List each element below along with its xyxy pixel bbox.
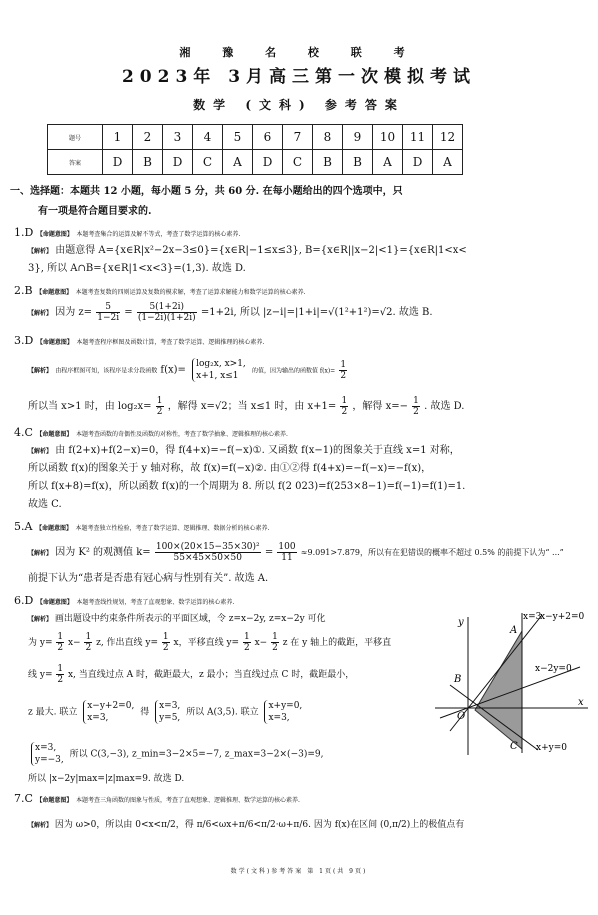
table-cell: B [343, 150, 373, 175]
q1-line2: 3}, 所以 A∩B={x∈R|1<x<3}=(1,3). 故选 D. [28, 263, 246, 274]
fraction: $\frac{1}{2}$ [156, 396, 163, 417]
q6-line4: z 最大. 联立 x−y+2=0, x=3, 得 x=3, y=5, 所以 A(3,5). 联立 x+y=0, x=3, [28, 701, 303, 723]
q1-header [14, 226, 240, 242]
q1-number: 1.D [14, 226, 34, 239]
q4-tag: 【命题意图】 [36, 431, 73, 438]
page-footer: 数学(文科)参考答案 第 1页(共 9页) [230, 868, 368, 875]
exam-title: 2023年 3月高三第一次模拟考试 [121, 67, 477, 87]
q6-header [14, 594, 234, 610]
q7-line1: 【解析】 因为 ω>0，所以由 0<x<π/2，得 π/6<ωx+π/6<π/2·ω+π/6. 因为 f(x)在区间 (0,π/2)上的极值点有 [28, 820, 465, 830]
table-cell: D [103, 150, 133, 175]
fraction: $\frac{1}{2}$ [85, 632, 92, 653]
q5-header [14, 520, 269, 536]
answer-table [47, 124, 463, 175]
table-cell: 6 [253, 125, 283, 150]
table-cell: A [373, 150, 403, 175]
table-cell: 8 [313, 125, 343, 150]
fraction: $\frac{5}{1-2i}$ [97, 302, 120, 323]
label-O: O [457, 711, 466, 722]
fraction: $\frac{100}{11}$ [278, 542, 296, 563]
q4-header [14, 426, 288, 442]
q2-tag: 【命题意图】 [36, 289, 73, 296]
table-cell: C [193, 150, 223, 175]
q1-solution [28, 244, 467, 259]
label-C: C [510, 741, 518, 752]
q6-tag: 【命题意图】 [36, 599, 73, 606]
fraction: $\frac{1}{2}$ [413, 396, 419, 417]
table-cell: B [313, 150, 343, 175]
fraction: $\frac{1}{2}$ [243, 632, 250, 653]
label-line1: x−y+2=0 [540, 612, 585, 622]
q7-intro: 本题考查三角函数的图象与性质，考查了直观想象、逻辑推理、数学运算的核心素养. [75, 797, 300, 804]
q5-solution: 【解析】 因为 K² 的观测值 k= $\frac{\text{100×(20×15−35×30)²}}{55\times 45\times 50\times 50}$ = $\frac{100}{11}$ ≈9.091>7.879，所以有在犯错误的概率不超过 0.5% 的前提下认为“ ...” [28, 542, 564, 563]
q5-intro: 本题考查独立性检验，考查了数学运算、逻辑推理、数据分析的核心素养. [75, 525, 270, 532]
q6-line6: 所以 |x−2y|max=|z|max=9. 故选 D. [28, 774, 185, 784]
q3-mid: 的值，因为输出的函数值 f(x)= [251, 367, 336, 375]
q2-tail: =1+2i, 所以 |z−i|=|1+i|=√(1²+1²)=√2. 故选 B. [200, 307, 433, 318]
table-cell: D [403, 150, 433, 175]
q3-number: 3.D [14, 334, 34, 347]
section-heading: 一、选择题：本题共 12 小题，每小题 5 分，共 60 分. 在每小题给出的四个选项中，只 [10, 186, 403, 197]
q1-tag: 【命题意图】 [36, 231, 73, 238]
label-x-axis: x [578, 697, 584, 708]
table-cell: 2 [133, 125, 163, 150]
label-line3: x+y=0 [536, 743, 567, 753]
q7-number: 7.C [14, 792, 33, 805]
q4-intro: 本题考查函数的奇偶性及函数的对称性，考查了数学抽象、逻辑推理的核心素养. [75, 431, 288, 438]
q6-line2: 为 y= $\frac{1}{2}$ x− $\frac{1}{2}$ z, 作出直线 y= $\frac{1}{2}$ x，平移直线 y= $\frac{1}{2}$ x− $\frac{1}{2}$ z 在 y 轴上的截距，平移直 [28, 632, 392, 653]
table-cell: B [133, 150, 163, 175]
q1-intro: 本题考查集合的运算及解不等式，考查了数学运算的核心素养. [76, 231, 241, 238]
q7-tag: 【命题意图】 [36, 797, 73, 804]
table-cell: 4 [193, 125, 223, 150]
q2-solution: 【解析】 因为 z= $\frac{5}{1-2i}$ = $\frac{5(1+2i)}{(1-2i)(1+2i)}$ =1+2i, 所以 |z−i|=|1+i|=√(1²+1²)=√2. 故选 B. [28, 302, 433, 323]
fraction: $\frac{5(1+2i)}{(1-2i)(1+2i)}$ [137, 302, 196, 323]
table-cell: 1 [103, 125, 133, 150]
q2-lead: 因为 z= [55, 307, 93, 318]
table-cell: D [163, 150, 193, 175]
q4-number: 4.C [14, 426, 33, 439]
q3-explain-tag: 【解析】 [28, 367, 53, 375]
q4-line3: 所以 f(x+8)=f(x)，所以函数 f(x)的一个周期为 8. 所以 f(2 023)=f(253×8−1)=f(−1)=f(1)=1. [28, 481, 466, 492]
q4-line2: 所以函数 f(x)的图象关于 y 轴对称，故 f(x)=f(−x)②. 由①②得 f(4+x)=−f(−x)=−f(x)， [28, 463, 432, 474]
q3-tag: 【命题意图】 [36, 339, 73, 346]
table-cell: 12 [433, 125, 463, 150]
table-cell: 3 [163, 125, 193, 150]
q6-line1: 【解析】 画出题设中约束条件所表示的平面区域，令 z=x−2y, z=x−2y 可化 [28, 614, 326, 624]
system-brace: x=3, y=−3, [31, 742, 64, 766]
table-cell: D [253, 150, 283, 175]
fraction: $\frac{1}{2}$ [162, 632, 169, 653]
fraction: $\frac{1}{2}$ [57, 632, 64, 653]
q2-number: 2.B [14, 284, 33, 297]
q5-tag: 【命题意图】 [35, 525, 72, 532]
q4-line1: 【解析】 由 f(2+x)+f(2−x)=0，得 f(4+x)=−f(−x)①. 又函数 f(x−1)的图象关于直线 x=1 对称， [28, 445, 460, 456]
fraction: $\frac{1}{2}$ [340, 359, 347, 381]
system-brace: x=3, y=5, [155, 700, 180, 724]
question-number-row [48, 125, 463, 150]
table-cell: 10 [373, 125, 403, 150]
q1-explain-tag: 【解析】 [28, 248, 53, 255]
q5-line2: 前提下认为“患者是否患有冠心病与性别有关”. 故选 A. [28, 573, 269, 584]
label-B: B [454, 674, 462, 685]
feasible-region-figure [430, 605, 590, 755]
section-heading-cont: 有一项是符合题目要求的. [38, 206, 152, 217]
system-brace: x+y=0, x=3, [264, 700, 302, 724]
fraction: $\frac{1}{2}$ [272, 632, 278, 653]
q6-line5: x=3, y=−3, 所以 C(3,−3), z_min=3−2×5=−7, z_max=3−2×(−3)=9, [28, 742, 323, 766]
q3-func: f(x)= [160, 364, 186, 376]
q6-line3: 线 y= $\frac{1}{2}$ x, 当直线过点 A 时，截距最大，z 最小；当直线过点 C 时，截距最小， [28, 664, 355, 685]
q2-explain-tag: 【解析】 [28, 310, 53, 317]
q3-line2: 所以当 x>1 时，由 log₂x= $\frac{1}{2}$ ，解得 x=√2；当 x≤1 时，由 x+1= $\frac{1}{2}$ ，解得 x=− $\frac{1}{2}$ . 故选 D. [28, 396, 465, 417]
table-cell: C [283, 150, 313, 175]
q3-solution [28, 358, 348, 382]
q6-number: 6.D [14, 594, 34, 607]
subject-title: 数学 (文科) 参考答案 [193, 98, 405, 112]
table-cell: A [433, 150, 463, 175]
q2-header [14, 284, 306, 300]
table-cell: 5 [223, 125, 253, 150]
table-cell: A [223, 150, 253, 175]
fraction: $\frac{\text{100×(20×15−35×30)²}}{55\times 45\times 50\times 50}$ [155, 542, 260, 563]
q3-header [14, 334, 264, 350]
label-line2: x−2y=0 [535, 664, 572, 674]
organizer-title: 湘 豫 名 校 联 考 [179, 46, 419, 59]
label-x3: x=3 [523, 612, 542, 622]
fraction: $\frac{1}{2}$ [341, 396, 348, 417]
table-row-label: 题号 [48, 125, 103, 150]
q7-header [14, 792, 300, 808]
table-cell: 11 [403, 125, 433, 150]
system-brace: x−y+2=0, x=3, [83, 700, 134, 724]
answer-row [48, 150, 463, 175]
q3-intro: 本题考查程序框图及函数计算，考查了数学运算、逻辑推理的核心素养. [76, 339, 265, 346]
label-y-axis: y [458, 617, 464, 628]
table-row-label: 答案 [48, 150, 103, 175]
label-A: A [510, 625, 518, 636]
q6-intro: 本题考查线性规划，考查了直观想象、数学运算的核心素养. [76, 599, 235, 606]
fraction: $\frac{1}{2}$ [57, 664, 64, 685]
table-cell: 9 [343, 125, 373, 150]
table-cell: 7 [283, 125, 313, 150]
q4-line4: 故选 C. [28, 499, 62, 510]
q5-number: 5.A [14, 520, 33, 533]
piecewise-brace: log₂x, x>1, x+1, x≤1 [192, 358, 246, 382]
q3-lead: 由程序框图可知，该程序是求分段函数 [55, 367, 158, 375]
q1-line1: 由题意得 A={x∈R|x²−2x−3≤0}={x∈R|−1≤x≤3}, B={x∈R||x−2|<1}={x∈R|1<x< [55, 245, 467, 256]
q2-intro: 本题考查复数的四则运算及复数的模求解，考查了运算求解能力和数学运算的核心素养. [75, 289, 306, 296]
